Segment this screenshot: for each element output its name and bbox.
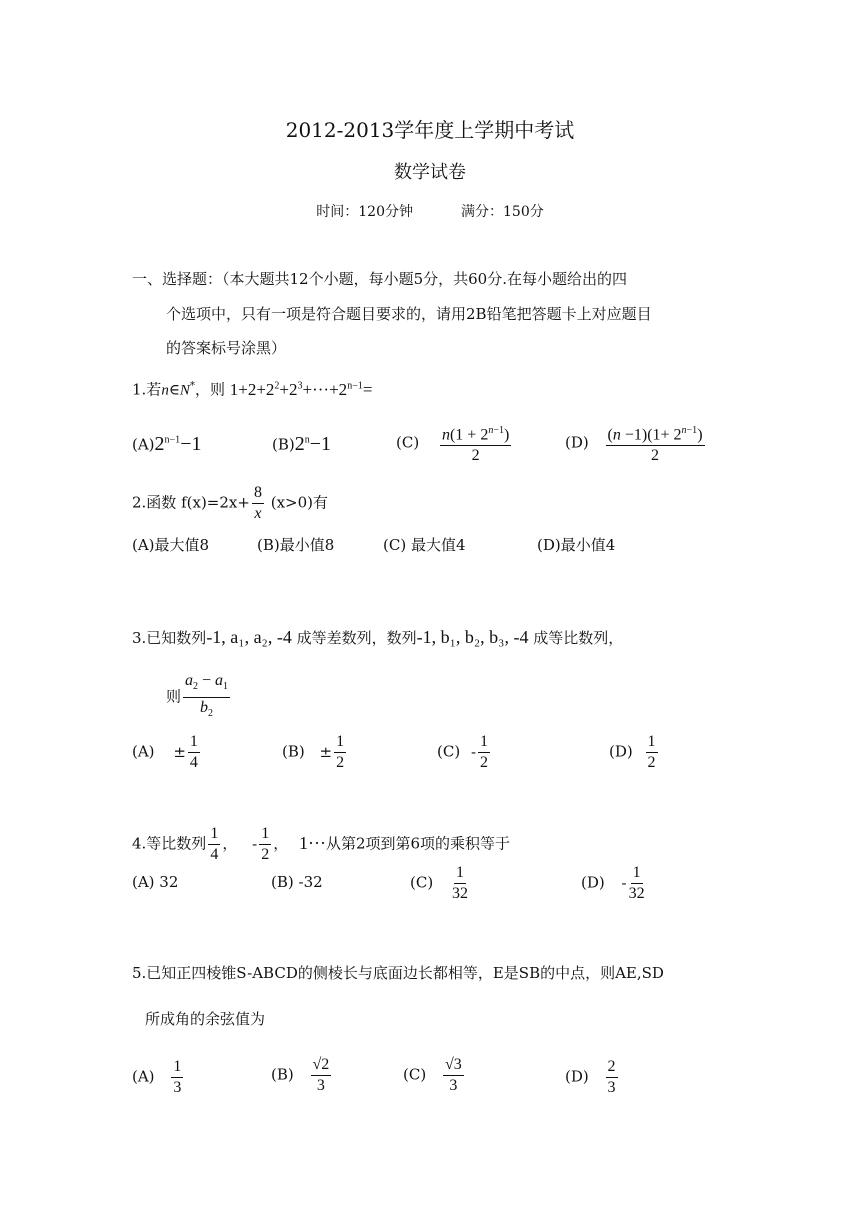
q5-b-num: √2: [311, 1056, 332, 1076]
q5-d-fraction: [606, 1058, 618, 1097]
q3-c-sign: -: [470, 742, 477, 761]
q3-a-label: (A): [132, 742, 155, 761]
q4-f2-den: 2: [261, 846, 270, 863]
q2-option-b: (B)最小值8: [257, 536, 335, 554]
q1-d-fraction: $\frac{(n -1)(1+ 2^{n-1})}{2}$: [606, 422, 705, 465]
q4-d-neg: -: [621, 873, 627, 892]
q5-a-fraction: [171, 1058, 183, 1097]
exam-time: 时间：120分钟: [316, 204, 413, 220]
q4-c-den: 32: [451, 885, 468, 902]
q3-b-sign: ±: [319, 742, 333, 761]
q5-c-num: √3: [443, 1056, 464, 1076]
q5-a-label: (A): [132, 1067, 155, 1086]
q1-c-label: (C): [396, 433, 420, 452]
section-instructions-line1: 一、选择题：（本大题共12个小题，每小题5分，共60分.在每小题给出的四: [132, 270, 627, 288]
q2-frac-num: 8: [252, 484, 264, 504]
q3-suffix: 成等比数列，: [533, 629, 624, 647]
q3-c-num: 1: [478, 733, 490, 753]
q3-a-fraction: [188, 733, 200, 772]
q4-sep1: ，: [222, 834, 238, 853]
q3-d-num: 1: [646, 733, 658, 753]
q3-prefix: 3.已知数列: [132, 629, 207, 647]
q3-mid: 成等差数列，数列: [296, 629, 417, 647]
q1-option-b: [272, 430, 331, 455]
q3-option-a: [132, 733, 202, 772]
q5-c-den: 3: [449, 1077, 458, 1094]
q4-option-d: [581, 864, 647, 903]
section-instructions-line2: 个选项中，只有一项是符合题目要求的，请用2B铅笔把答题卡上对应题目: [166, 305, 652, 323]
q1-option-c: [396, 422, 513, 465]
q3-a-sign: ±: [173, 742, 186, 761]
question-3-stem: [132, 627, 623, 648]
q1-d-label: (D): [565, 433, 589, 452]
q5-b-fraction: [311, 1056, 332, 1095]
q3-b-num: 1: [334, 733, 346, 753]
q4-d-label: (D): [581, 873, 605, 892]
q2-fraction: [252, 484, 264, 523]
q2-option-d: (D)最小值4: [537, 536, 616, 554]
section-instructions-line3: 的答案标号涂黑）: [166, 339, 287, 357]
q3-seq1: -1, a₁, a₂, -4: [206, 627, 292, 647]
q5-c-fraction: [443, 1056, 464, 1095]
q4-option-c: [410, 864, 470, 903]
exam-subtitle: 数学试卷: [394, 162, 466, 183]
question-4-stem: [132, 825, 510, 864]
q4-suffix: 从第2项到第6项的乘积等于: [325, 834, 511, 853]
q1-a-expr: $2^{n-1}-1$: [154, 432, 202, 455]
question-5-line2: 所成角的余弦值为: [145, 1010, 266, 1028]
q4-f1-num: 1: [208, 825, 220, 845]
q3-d-den: 2: [647, 754, 656, 771]
q4-c-label: (C): [410, 873, 434, 892]
q1-mid: ，则: [194, 380, 225, 399]
q3-option-b: [282, 733, 348, 772]
q2-suffix: (x>0)有: [270, 493, 328, 512]
q2-option-a: (A)最大值8: [132, 536, 210, 554]
q5-a-den: 3: [173, 1079, 182, 1096]
q4-one: 1···: [298, 832, 326, 853]
q4-sep2: ，: [273, 834, 289, 853]
q1-series: $1+2+2^2+2^3+\cdot\cdot\cdot+2^{n-1}=$: [229, 379, 373, 399]
q3-c-den: 2: [480, 754, 489, 771]
q4-d-num: 1: [631, 864, 643, 884]
q3-then: 则: [166, 687, 182, 706]
q3-c-fraction: [478, 733, 490, 772]
q1-prefix: 1.若: [132, 380, 162, 399]
q3-c-label: (C): [437, 742, 461, 761]
question-5-line1: 5.已知正四棱锥S-ABCD的侧棱长与底面边长都相等，E是SB的中点，则AE,SD: [132, 964, 664, 982]
q3-option-d: [609, 733, 660, 772]
q3-b-den: 2: [336, 754, 345, 771]
q4-fraction-1: [208, 825, 220, 864]
q3-d-fraction: [646, 733, 658, 772]
q4-option-a: (A) 32: [132, 873, 179, 891]
q5-option-a: [132, 1058, 185, 1097]
q2-option-c: (C) 最大值4: [383, 536, 466, 554]
q3-b-label: (B): [282, 742, 305, 761]
q3-ask-fraction: $\frac{a_2 - a_1}{b_2}$: [185, 672, 229, 720]
q5-d-den: 3: [607, 1079, 616, 1096]
q5-d-label: (D): [565, 1067, 589, 1086]
q1-b-label: (B): [272, 435, 295, 454]
q4-f1-den: 4: [210, 846, 219, 863]
q3-a-den: 4: [189, 754, 198, 771]
exam-title: 2012-2013学年度上学期中考试: [285, 118, 575, 142]
q1-c-fraction: $\frac{n(1 + 2^{n-1})}{2}$: [440, 422, 511, 465]
q5-a-num: 1: [171, 1058, 183, 1078]
q4-d-den: 32: [628, 885, 645, 902]
q1-b-expr: $2^n-1$: [294, 432, 332, 455]
q2-prefix: 2.函数 f(x)=2x+: [132, 493, 250, 512]
question-1-stem: 1.若n∈N*，则 $1+2+2^2+2^3+\cdot\cdot\cdot+2^{n-1}=$: [132, 379, 373, 399]
q4-c-fraction: [452, 864, 468, 903]
q4-f2-num: 1: [259, 825, 271, 845]
q1-option-a: [132, 430, 201, 455]
exam-meta: [0, 202, 860, 222]
q2-frac-den: x: [254, 505, 262, 522]
q5-b-label: (B): [271, 1065, 294, 1084]
q5-d-num: 2: [606, 1058, 618, 1078]
question-2-stem: [132, 484, 328, 523]
q3-ask: [166, 672, 232, 723]
q3-seq2: -1, b₁, b₂, b₃, -4: [416, 627, 529, 647]
q1-a-label: (A): [132, 435, 155, 454]
q4-d-fraction: [629, 864, 645, 903]
q5-option-b: [271, 1056, 333, 1095]
q4-fraction-2: [259, 825, 271, 864]
q5-c-label: (C): [403, 1065, 427, 1084]
exam-score: 满分：150分: [461, 204, 544, 220]
q5-b-den: 3: [316, 1077, 325, 1094]
q3-b-fraction: [334, 733, 346, 772]
q5-option-c: [403, 1056, 466, 1095]
q4-c-num: 1: [454, 864, 466, 884]
q4-neg: -: [252, 834, 258, 853]
q3-d-label: (D): [609, 742, 633, 761]
q3-a-num: 1: [188, 733, 200, 753]
q1-option-d: [565, 422, 707, 465]
q4-prefix: 4.等比数列: [132, 834, 207, 853]
q3-option-c: [437, 733, 492, 772]
q4-option-b: (B) -32: [271, 873, 323, 891]
q5-option-d: [565, 1058, 620, 1097]
